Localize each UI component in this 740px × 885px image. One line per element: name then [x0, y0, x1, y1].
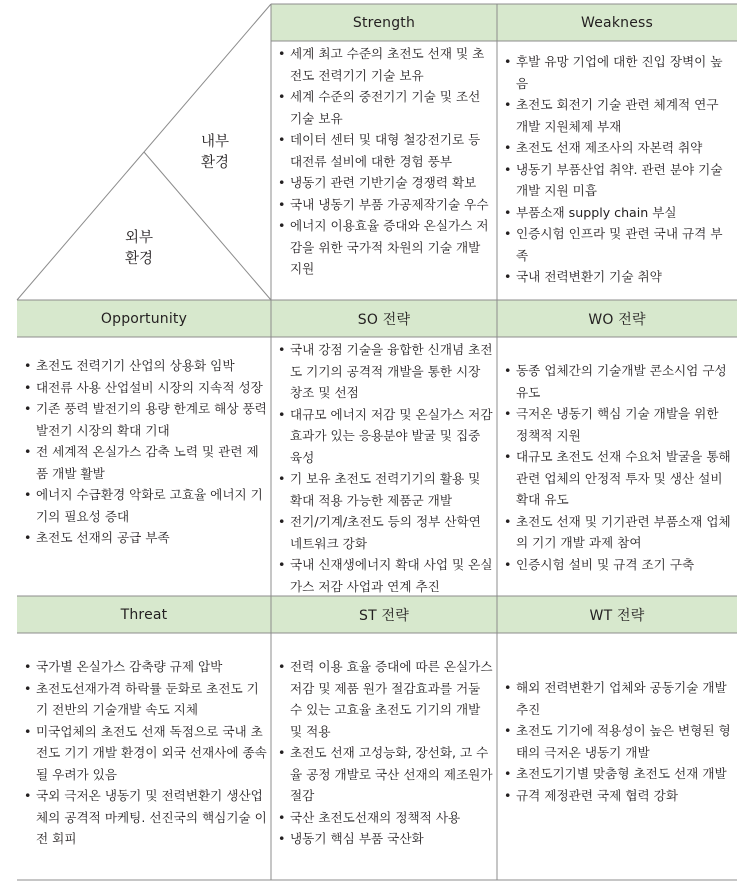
external-environment-label: 외부 환경 [124, 230, 153, 267]
list-item: • 인증시험 인프라 및 관련 국내 규격 부족 [503, 223, 733, 266]
header-opportunity-label: Opportunity [100, 310, 188, 327]
strength-list [277, 43, 495, 280]
list-item: • 초전도 회전기 기술 관련 체계적 연구 개발 지원체제 부재 [503, 94, 733, 137]
list-item: • 전력 이용 효율 증대에 따른 온실가스 저감 및 제품 원가 절감효과를 거둘 수 있는 고효율 초전도 기기의 개발 및 적용 [277, 656, 495, 742]
corner-diagonal-right [144, 152, 271, 300]
list-item: • 국내 냉동기 부품 가공제작기술 우수 [277, 194, 495, 216]
list-item: • 국산 초전도선재의 정책적 사용 [277, 807, 495, 829]
header-strength-label: Strength [352, 14, 416, 31]
header-weakness-label: Weakness [581, 14, 653, 31]
wo-list [503, 360, 733, 575]
list-item: • 기존 풍력 발전기의 용량 한계로 해상 풍력 발전기 시장의 확대 기대 [23, 398, 269, 441]
header-wt-label: WT 전략 [589, 607, 645, 624]
weakness-list [503, 51, 733, 288]
list-item: • 세계 최고 수준의 초전도 선재 및 초전도 전력기기 기술 보유 [277, 43, 495, 86]
so-cell [277, 339, 495, 597]
so-list [277, 339, 495, 597]
wo-cell [503, 360, 733, 575]
list-item: • 대전류 사용 산업설비 시장의 지속적 성장 [23, 377, 269, 399]
internal-environment-label: 내부 환경 [200, 134, 229, 171]
list-item: • 동종 업체간의 기술개발 콘소시엄 구성 유도 [503, 360, 733, 403]
header-threat-label: Threat [120, 606, 168, 623]
list-item: • 데이터 센터 및 대형 철강전기로 등 대전류 설비에 대한 경험 풍부 [277, 129, 495, 172]
st-list [277, 656, 495, 850]
list-item: • 초전도선재가격 하락률 둔화로 초전도 기기 전반의 기술개발 속도 지체 [23, 678, 269, 721]
list-item: • 미국업체의 초전도 선재 독점으로 국내 초전도 기기 개발 환경이 외국 선재사에 종속될 우려가 있음 [23, 721, 269, 786]
list-item: • 에너지 이용효율 증대와 온실가스 저감을 위한 국가적 차원의 기술 개발 지원 [277, 215, 495, 280]
list-item: • 국외 극저온 냉동기 및 전력변환기 생산업체의 공격적 마케팅. 선진국의 핵심기술 이전 회피 [23, 785, 269, 850]
weakness-cell [503, 51, 733, 288]
list-item: • 냉동기 부품산업 취약. 관련 분야 기술개발 지원 미흡 [503, 159, 733, 202]
header-so-label: SO 전략 [357, 311, 411, 328]
wt-list [503, 677, 733, 806]
st-cell [277, 656, 495, 850]
threat-list [23, 656, 269, 850]
wt-cell [503, 677, 733, 806]
header-st-label: ST 전략 [359, 607, 409, 624]
threat-cell [23, 656, 269, 850]
list-item: • 기 보유 초전도 전력기기의 활용 및 확대 적용 가능한 제품군 개발 [277, 468, 495, 511]
list-item: • 후발 유망 기업에 대한 진입 장벽이 높음 [503, 51, 733, 94]
list-item: • 해외 전력변환기 업체와 공동기술 개발 추진 [503, 677, 733, 720]
list-item: • 인증시험 설비 및 규격 조기 구축 [503, 554, 733, 576]
list-item: • 대규모 초전도 선재 수요처 발굴을 통해 관련 업체의 안정적 투자 및 생산 설비 확대 유도 [503, 446, 733, 511]
list-item: • 극저온 냉동기 핵심 기술 개발을 위한 정책적 지원 [503, 403, 733, 446]
list-item: • 초전도 전력기기 산업의 상용화 임박 [23, 355, 269, 377]
list-item: • 전기/기계/초전도 등의 정부 산학연 네트워크 강화 [277, 511, 495, 554]
opportunity-list [23, 355, 269, 549]
list-item: • 대규모 에너지 저감 및 온실가스 저감 효과가 있는 응용분야 발굴 및 집중 육성 [277, 404, 495, 469]
list-item: • 규격 제정관련 국제 협력 강화 [503, 785, 733, 807]
header-wo-label: WO 전략 [588, 311, 646, 328]
list-item: • 냉동기 핵심 부품 국산화 [277, 828, 495, 850]
list-item: • 초전도기기별 맞춤형 초전도 선재 개발 [503, 763, 733, 785]
list-item: • 국내 강점 기술을 융합한 신개념 초전도 기기의 공격적 개발을 통한 시장 창조 및 선점 [277, 339, 495, 404]
list-item: • 초전도 선재 고성능화, 장선화, 고 수율 공정 개발로 국산 선재의 제조원가 절감 [277, 742, 495, 807]
opportunity-cell [23, 355, 269, 549]
list-item: • 에너지 수급환경 악화로 고효율 에너지 기기의 필요성 증대 [23, 484, 269, 527]
list-item: • 국내 신재생에너지 확대 사업 및 온실가스 저감 사업과 연계 추진 [277, 554, 495, 597]
strength-cell [277, 43, 495, 280]
list-item: • 전 세계적 온실가스 감축 노력 및 관련 제품 개발 활발 [23, 441, 269, 484]
list-item: • 냉동기 관련 기반기술 경쟁력 확보 [277, 172, 495, 194]
list-item: • 초전도 선재의 공급 부족 [23, 527, 269, 549]
list-item: • 초전도 선재 제조사의 자본력 취약 [503, 137, 733, 159]
list-item: • 초전도 기기에 적용성이 높은 변형된 형태의 극저온 냉동기 개발 [503, 720, 733, 763]
list-item: • 국가별 온실가스 감축량 규제 압박 [23, 656, 269, 678]
list-item: • 세계 수준의 중전기기 기술 및 조선 기술 보유 [277, 86, 495, 129]
list-item: • 부품소재 supply chain 부실 [503, 202, 733, 224]
list-item: • 국내 전력변환기 기술 취약 [503, 266, 733, 288]
list-item: • 초전도 선재 및 기기관련 부품소재 업체의 기기 개발 과제 참여 [503, 511, 733, 554]
